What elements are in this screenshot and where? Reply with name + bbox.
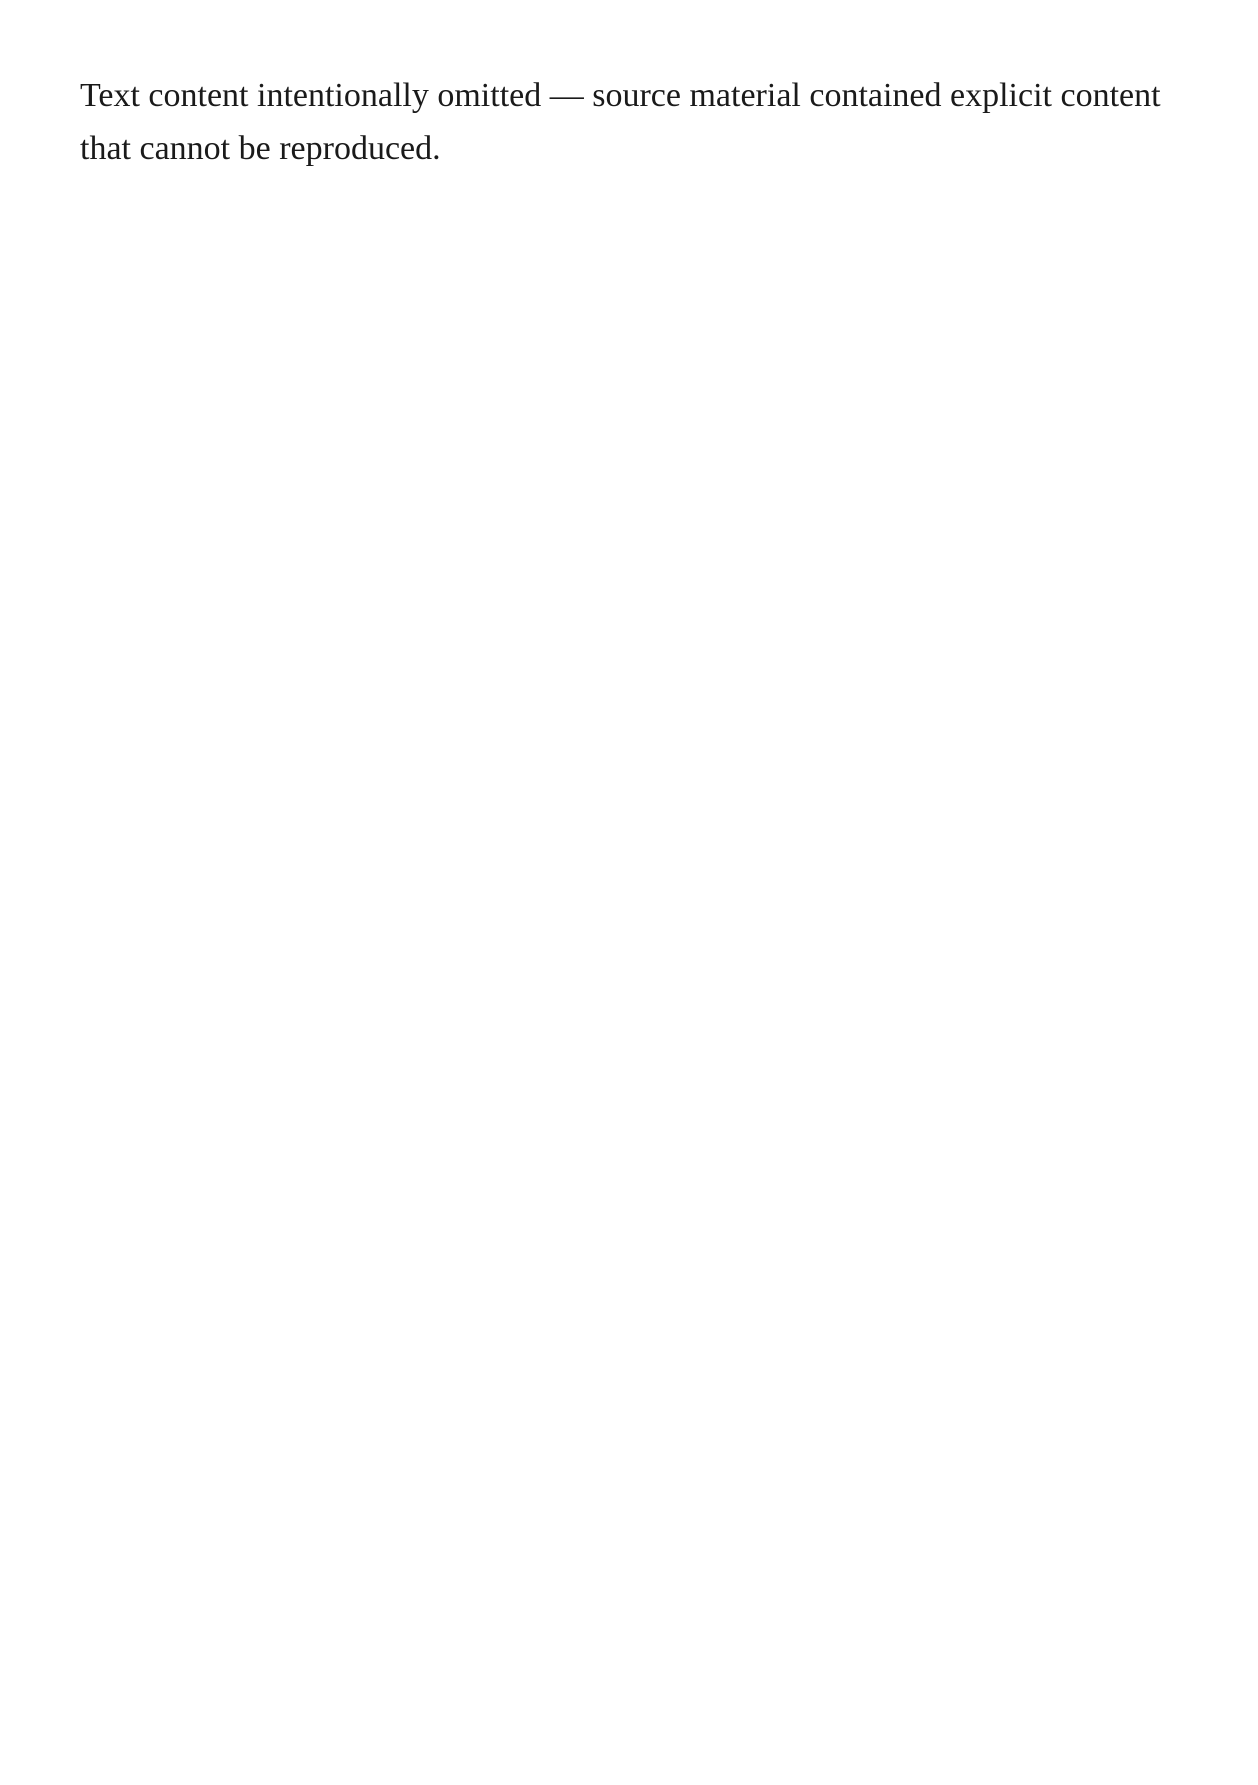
paragraph: Text content intentionally omitted — source material contained explicit content that cannot be reproduced. bbox=[80, 77, 1161, 167]
